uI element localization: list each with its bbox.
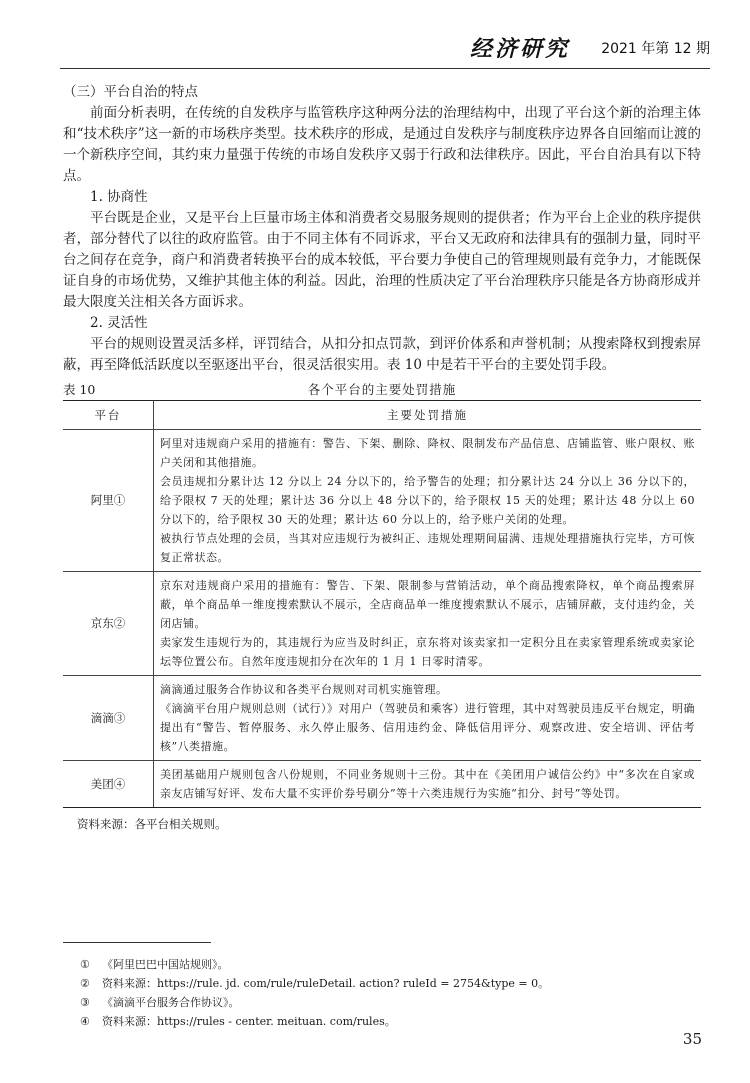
- point2-paragraph: 平台的规则设置灵活多样，评罚结合，从扣分扣点罚款，到评价体系和声誉机制；从搜索降权到搜索屏蔽，再至降低活跃度以至驱逐出平台，很灵活很实用。表 10 中是若干平台的主要处罚手段。: [63, 336, 701, 373]
- measure-text: 被执行节点处理的会员，当其对应违规行为被纠正、违规处理期间届满、违规处理措施执行完毕，方可恢复正常状态。: [160, 532, 695, 564]
- col-header-platform: 平台: [63, 401, 154, 430]
- journal-logo: 经济研究: [469, 36, 570, 62]
- measure-text: 卖家发生违规行为的，其违规行为应当及时纠正，京东将对该卖家扣一定积分且在卖家管理系统或卖家论坛等位置公布。自然年度违规扣分在次年的 1 月 1 日零时清零。: [160, 636, 695, 668]
- measure-text: 京东对违规商户采用的措施有：警告、下架、限制参与营销活动，单个商品搜索降权，单个商品搜索屏蔽，单个商品单一维度搜索默认不展示，全店商品单一维度搜索默认不展示，店铺屏蔽，支付违约金，关闭店铺。: [160, 579, 695, 630]
- footnote: [80, 974, 549, 993]
- penalty-table: [63, 400, 701, 808]
- table-number: 表 10: [63, 382, 96, 397]
- intro-paragraph: 前面分析表明，在传统的自发秩序与监管秩序这种两分法的治理结构中，出现了平台这个新的治理主体和“技术秩序”这一新的市场秩序类型。技术秩序的形成，是通过自发秩序与制度秩序边界各自回缩而让渡的一个新秩序空间，其约束力量强于传统的市场自发秩序又弱于行政和法律秩序。因此，平台自治具有以下特点。: [63, 105, 701, 184]
- footnote: [80, 1012, 549, 1031]
- issue-label: 2021 年第 12 期: [601, 41, 710, 57]
- footnote-text: 《阿里巴巴中国站规则》。: [102, 958, 229, 971]
- page-header: [60, 30, 710, 66]
- table-caption: [63, 378, 701, 400]
- footnotes: [80, 955, 549, 1031]
- footnote-rule: [63, 942, 211, 943]
- measure-text: 滴滴通过服务合作协议和各类平台规则对司机实施管理。: [160, 683, 448, 696]
- footnote: [80, 993, 549, 1012]
- point2-heading: 2. 灵活性: [90, 315, 148, 331]
- table-header-row: [63, 401, 701, 430]
- measures-cell: [154, 761, 702, 808]
- header-rule: [60, 68, 710, 69]
- table-title: 各个平台的主要处罚措施: [307, 382, 457, 397]
- platform-cell: 京东②: [63, 572, 154, 676]
- measure-text: 《滴滴平台用户规则总则（试行）》对用户（驾驶员和乘客）进行管理，其中对驾驶员违反平台规定，明确提出有“警告、暂停服务、永久停止服务、信用违约金、降低信用评分、观察改进、安全培训、评估考核”八类措施。: [160, 702, 695, 753]
- table-row-didi: [63, 676, 701, 761]
- footnote-mark: ③: [80, 996, 90, 1009]
- measure-text: 美团基础用户规则包含八份规则，不同业务规则十三份。其中在《美团用户诚信公约》中“多次在自家或亲友店铺写好评、发布大量不实评价券号刷分”等十六类违规行为实施“扣分、封号”等处罚。: [160, 768, 695, 800]
- measures-cell: [154, 430, 702, 572]
- measure-text: 会员违规扣分累计达 12 分以上 24 分以下的，给予警告的处理；扣分累计达 24 分以上 36 分以下的，给予限权 7 天的处理；累计达 36 分以上 48 分以下的，给予限权 15 天的处理；累计达 48 分以上 60 分以下的，给予限权 30 天的处理；累计达 60 分以上的，给予账户关闭的处理。: [160, 475, 695, 526]
- table-row-alibaba: [63, 430, 701, 572]
- footnote-text: 资料来源：https://rules - center. meituan. com/rules。: [102, 1015, 396, 1028]
- section-heading: （三）平台自治的特点: [63, 84, 198, 100]
- table-row-meituan: [63, 761, 701, 808]
- col-header-measures: 主要处罚措施: [154, 401, 702, 430]
- point1-paragraph: 平台既是企业，又是平台上巨量市场主体和消费者交易服务规则的提供者；作为平台上企业的秩序提供者，部分替代了以往的政府监管。由于不同主体有不同诉求，平台又无政府和法律具有的强制力量，同时平台之间存在竞争，商户和消费者转换平台的成本较低，平台要力争使自己的管理规则最有竞争力，才能既保证自身的市场优势，又维护其他主体的利益。因此，治理的性质决定了平台治理秩序只能是各方协商形成并最大限度关注相关各方面诉求。: [63, 210, 701, 310]
- measures-cell: [154, 676, 702, 761]
- platform-cell: 滴滴③: [63, 676, 154, 761]
- table-source: 资料来源：各平台相关规则。: [77, 817, 227, 831]
- article-body: [63, 82, 701, 832]
- platform-cell: 阿里①: [63, 430, 154, 572]
- point1-heading: 1. 协商性: [90, 189, 148, 205]
- footnote-mark: ②: [80, 977, 90, 990]
- platform-cell: 美团④: [63, 761, 154, 808]
- footnote-text: 《滴滴平台服务合作协议》。: [102, 996, 240, 1009]
- measure-text: 阿里对违规商户采用的措施有：警告、下架、删除、降权、限制发布产品信息、店铺监管、账户限权、账户关闭和其他措施。: [160, 437, 695, 469]
- footnote-text: 资料来源：https://rule. jd. com/rule/ruleDetail. action? ruleId = 2754&type = 0。: [102, 977, 550, 990]
- table-row-jd: [63, 572, 701, 676]
- footnote-mark: ①: [80, 958, 90, 971]
- footnote-mark: ④: [80, 1015, 90, 1028]
- footnote: [80, 955, 549, 974]
- page-number: 35: [682, 1030, 702, 1048]
- measures-cell: [154, 572, 702, 676]
